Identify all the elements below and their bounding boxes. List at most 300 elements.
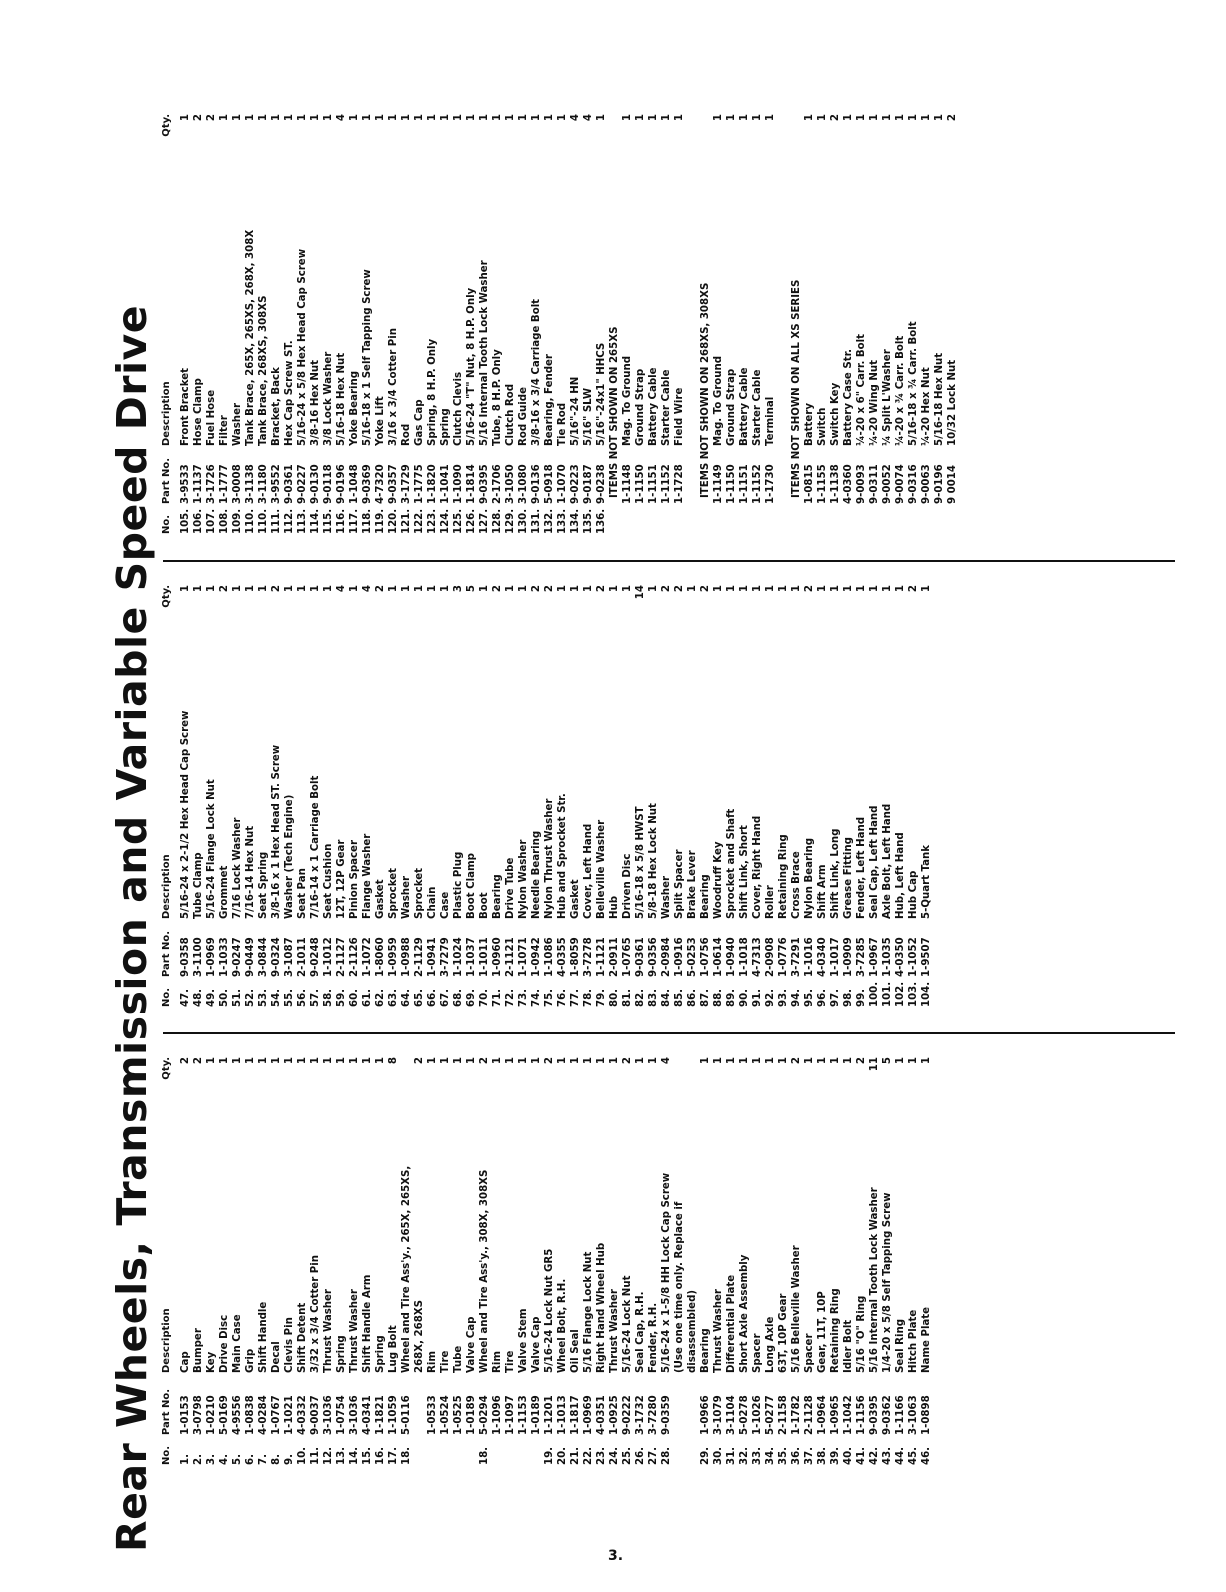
part-quantity: 1: [583, 585, 594, 593]
part-number: 3-1036: [323, 1395, 334, 1435]
part-row: [634, 114, 647, 534]
part-row: [868, 1057, 881, 1465]
part-row: [179, 585, 192, 1007]
part-row: [491, 1057, 504, 1465]
part-number-index: [634, 504, 647, 534]
part-number: 1-1151: [739, 464, 750, 504]
part-number-index: 47.: [180, 988, 191, 1007]
part-number: 3-1138: [245, 464, 256, 504]
part-description: Grease Fitting: [843, 837, 854, 919]
part-row: [530, 585, 543, 1007]
part-quantity: 2: [674, 585, 685, 593]
part-number: 1-0916: [674, 937, 685, 977]
part-description: Thrust Washer: [609, 1289, 620, 1373]
part-row: [738, 1057, 751, 1465]
part-number: 1-1138: [830, 464, 841, 504]
part-description: 3/8 Lock Washer: [323, 351, 334, 446]
part-description: Roller: [765, 885, 776, 919]
header-desc: Description: [161, 1308, 172, 1373]
part-description: Shift Handle: [258, 1301, 269, 1373]
part-number-index: 18.: [479, 1446, 490, 1465]
part-description: 5/16-18 Hex Nut: [336, 352, 347, 446]
part-row: [517, 585, 530, 1007]
part-description: Tube: [453, 1345, 464, 1373]
part-description: Key: [206, 1351, 217, 1373]
part-number-index: [855, 504, 868, 534]
part-quantity: 2: [908, 585, 919, 593]
part-row: [439, 114, 452, 534]
part-row: [881, 1057, 894, 1465]
part-description: Hex Cap Screw ST.: [284, 340, 295, 446]
part-quantity: 1: [180, 585, 191, 593]
part-description: Seat Spring: [258, 851, 269, 919]
part-description: 5/16"-24x1" HHCS: [596, 342, 607, 446]
part-row: [257, 114, 270, 534]
part-number: 1-0189: [531, 1395, 542, 1435]
part-number: 1-0942: [531, 937, 542, 977]
part-description: Sprocket: [414, 868, 425, 919]
part-number-index: 79.: [596, 988, 607, 1007]
part-number: 1-1024: [453, 937, 464, 977]
part-quantity: 1: [414, 114, 425, 122]
part-row: [816, 1057, 829, 1465]
part-description: 63T, 10P Gear: [778, 1293, 789, 1373]
part-row: [361, 585, 374, 1007]
part-number: 1-0776: [778, 937, 789, 977]
part-description: Chain: [427, 886, 438, 919]
part-row: [192, 585, 205, 1007]
part-number-index: 131.: [531, 508, 542, 534]
part-quantity: 1: [817, 114, 828, 122]
part-number: [413, 1373, 426, 1435]
part-row: [751, 114, 764, 534]
part-number: 9 0014: [947, 465, 958, 504]
part-row: [790, 1057, 803, 1465]
part-row: [595, 1057, 608, 1465]
part-number: 2-1128: [804, 1395, 815, 1435]
part-number: 1-0756: [700, 937, 711, 977]
part-number-index: 121.: [401, 508, 412, 534]
part-number-index: [829, 504, 842, 534]
part-number: 1-0940: [726, 937, 737, 977]
part-number-index: 84.: [661, 988, 672, 1007]
part-description: Shift Arm: [817, 864, 828, 919]
parts-column-2: [160, 585, 933, 1007]
part-row: [660, 585, 673, 1007]
part-number: 4-7313: [752, 937, 763, 977]
part-number: 1-1121: [596, 937, 607, 977]
part-number: 1-1817: [570, 1395, 581, 1435]
part-description: Fuel Hose: [206, 389, 217, 446]
part-number-index: 100.: [869, 981, 880, 1007]
part-number-index: 76.: [557, 988, 568, 1007]
part-row: [777, 1057, 790, 1465]
part-number-index: 90.: [739, 988, 750, 1007]
part-description: 3/16 x 3/4 Cotter Pin: [388, 327, 399, 446]
part-number-index: 61.: [362, 988, 373, 1007]
part-description: Hub, Left Hand: [895, 832, 906, 919]
part-row: [751, 585, 764, 1007]
part-number: 5-0253: [687, 937, 698, 977]
part-quantity: 1: [323, 585, 334, 593]
part-number-index: 111.: [271, 508, 282, 534]
part-description: Belleville Washer: [596, 819, 607, 919]
part-row: [192, 114, 205, 534]
part-number-index: 44.: [895, 1446, 906, 1465]
part-number: 3-7291: [791, 937, 802, 977]
part-row: [790, 585, 803, 1007]
part-number-index: 120.: [388, 508, 399, 534]
part-number: 5-0278: [739, 1395, 750, 1435]
part-row: [582, 585, 595, 1007]
part-number: 1-0525: [453, 1395, 464, 1435]
part-row: [452, 114, 465, 534]
part-description: 7/16-14 x 1 Carriage Bolt: [310, 775, 321, 919]
part-number: 3-0008: [232, 464, 243, 504]
part-number: 2-1129: [414, 937, 425, 977]
part-description: Main Case: [232, 1314, 243, 1373]
column-header: [160, 585, 173, 1007]
part-number-index: 96.: [817, 988, 828, 1007]
part-number: [673, 1373, 686, 1435]
part-number: 1-1150: [726, 464, 737, 504]
part-quantity: 1: [453, 1057, 464, 1065]
part-quantity: 1: [557, 114, 568, 122]
part-row: [842, 114, 855, 534]
part-row: [543, 1057, 556, 1465]
part-number-index: 1.: [180, 1454, 191, 1465]
part-quantity: 1: [505, 585, 516, 593]
part-row: [569, 114, 582, 534]
part-number-index: 89.: [726, 988, 737, 1007]
part-number-index: 8.: [271, 1454, 282, 1465]
part-number-index: 122.: [414, 508, 425, 534]
part-number: 3-1087: [284, 937, 295, 977]
part-number-index: [504, 1435, 517, 1465]
part-number-index: 36.: [791, 1446, 802, 1465]
part-description: Tank Brace, 265X, 265XS, 268X, 308X: [245, 229, 256, 446]
part-row: [322, 585, 335, 1007]
part-row: [231, 585, 244, 1007]
part-number-index: 80.: [609, 988, 620, 1007]
part-quantity: 11: [869, 1057, 880, 1072]
part-description: Differential Plate: [726, 1274, 737, 1373]
part-row: [361, 114, 374, 534]
part-number-index: 13.: [336, 1446, 347, 1465]
part-number-index: 88.: [713, 988, 724, 1007]
part-number: 9-0362: [882, 1395, 893, 1435]
part-number-index: 103.: [908, 981, 919, 1007]
part-description: Valve Stem: [518, 1308, 529, 1373]
part-number: 1-1782: [791, 1395, 802, 1435]
part-quantity: 1: [245, 1057, 256, 1065]
part-number: 9-0187: [583, 464, 594, 504]
part-number: 9-0369: [362, 464, 373, 504]
part-description: Washer: [401, 876, 412, 919]
part-number-index: [907, 504, 920, 534]
part-description: Tube, 8 H.P. Only: [492, 349, 503, 446]
part-description: Thrust Washer: [323, 1289, 334, 1373]
part-row: [426, 1057, 439, 1465]
part-number-index: 75.: [544, 988, 555, 1007]
part-row: [179, 1057, 192, 1465]
part-quantity: 1: [310, 1057, 321, 1065]
part-number: 1-1777: [219, 464, 230, 504]
part-row: [439, 585, 452, 1007]
part-row: [322, 1057, 335, 1465]
part-row: [738, 114, 751, 534]
part-quantity: 1: [258, 1057, 269, 1065]
part-row: [712, 114, 725, 534]
part-number-index: 86.: [687, 988, 698, 1007]
part-number: [686, 1373, 699, 1435]
part-quantity: 1: [505, 114, 516, 122]
part-description: Spacer: [804, 1333, 815, 1373]
part-row: [816, 585, 829, 1007]
part-quantity: 2: [622, 1057, 633, 1065]
part-description: Wheel and Tire Ass'y., 265X, 265XS,: [401, 1165, 412, 1373]
header-qty: Qty.: [161, 1057, 172, 1080]
part-row: [335, 1057, 348, 1465]
part-quantity: 5: [882, 1057, 893, 1065]
part-quantity: 1: [531, 1057, 542, 1065]
part-number: 9-0223: [570, 464, 581, 504]
part-quantity: 2: [661, 585, 672, 593]
part-number: 1-0838: [245, 1395, 256, 1435]
part-quantity: [686, 1057, 699, 1081]
part-number-index: [686, 1435, 699, 1465]
part-number-index: [816, 504, 829, 534]
part-number: 1-0767: [271, 1395, 282, 1435]
part-row: [712, 1057, 725, 1465]
part-number: 1-1148: [622, 464, 633, 504]
part-number: 3-1729: [401, 464, 412, 504]
part-row: [374, 114, 387, 534]
part-quantity: 1: [713, 114, 724, 122]
part-description: Tire: [505, 1350, 516, 1373]
part-row: [257, 1057, 270, 1465]
part-number-index: 102.: [895, 981, 906, 1007]
part-number: 1-1026: [752, 1395, 763, 1435]
part-quantity: 1: [505, 1057, 516, 1065]
part-description: Clutch Rod: [505, 383, 516, 446]
part-quantity: 1: [726, 585, 737, 593]
part-description: Seal Ring: [895, 1318, 906, 1373]
part-number-index: [517, 1435, 530, 1465]
part-number-index: 101.: [882, 981, 893, 1007]
part-quantity: 14: [635, 585, 646, 600]
part-quantity: 1: [466, 1057, 477, 1065]
part-number-index: 107.: [206, 508, 217, 534]
part-quantity: 1: [310, 585, 321, 593]
part-number-index: 50.: [219, 988, 230, 1007]
part-description: Gasket: [570, 879, 581, 919]
part-row: [725, 1057, 738, 1465]
part-number: 1-1775: [414, 464, 425, 504]
part-description: 3/8-16 x 3/4 Carriage Bolt: [531, 298, 542, 446]
part-number-index: 112.: [284, 508, 295, 534]
part-row: [244, 1057, 257, 1465]
part-quantity: 1: [804, 1057, 815, 1065]
part-quantity: 1: [297, 585, 308, 593]
part-quantity: 1: [362, 1057, 373, 1065]
part-number-index: 127.: [479, 508, 490, 534]
part-number-index: 38.: [817, 1446, 828, 1465]
column-header: [160, 114, 173, 534]
part-number: 1-1151: [648, 464, 659, 504]
part-row: [205, 1057, 218, 1465]
part-description: 5/16 Internal Tooth Lock Washer: [869, 1187, 880, 1373]
part-number: 1-8060: [375, 937, 386, 977]
part-row: [582, 1057, 595, 1465]
part-description: Fender, Left Hand: [856, 816, 867, 919]
part-description: 5/16-24 x 1-5/8 HH Lock Cap Screw: [661, 1172, 672, 1373]
part-quantity: 1: [570, 1057, 581, 1065]
part-quantity: 4: [583, 114, 594, 122]
part-number: 1-0967: [869, 937, 880, 977]
part-description: 5/16-24 x 2-1/2 Hex Head Cap Screw: [180, 710, 191, 919]
part-number-index: 16.: [375, 1446, 386, 1465]
part-quantity: 1: [258, 114, 269, 122]
part-number-index: 5.: [232, 1454, 243, 1465]
part-quantity: 2: [271, 585, 282, 593]
part-number: 1-1730: [765, 464, 776, 504]
part-row: [309, 585, 322, 1007]
part-row: [920, 114, 933, 534]
part-row: [218, 1057, 231, 1465]
part-number: 5-0918: [544, 464, 555, 504]
part-number: 1-1152: [752, 464, 763, 504]
header-no: No.: [161, 514, 172, 534]
part-number: 3-1732: [635, 1395, 646, 1435]
part-description: Bearing: [700, 874, 711, 919]
part-number: 1-1728: [674, 464, 685, 504]
part-number: 1-0964: [817, 1395, 828, 1435]
part-description: Seal Cap, Left Hand: [869, 805, 880, 919]
part-description: Wheel and Tire Ass'y., 308X, 308XS: [479, 1169, 490, 1373]
part-number: 1-1166: [895, 1395, 906, 1435]
part-number: 1-1021: [284, 1395, 295, 1435]
part-number: 1-0898: [921, 1395, 932, 1435]
part-quantity: 2: [531, 585, 542, 593]
part-row: [881, 585, 894, 1007]
part-number: 1-0614: [713, 937, 724, 977]
part-row: [855, 114, 868, 534]
part-number-index: 4.: [219, 1454, 230, 1465]
part-row: [855, 1057, 868, 1465]
part-number: 1-0909: [843, 937, 854, 977]
part-quantity: 1: [713, 1057, 724, 1065]
part-row: [543, 585, 556, 1007]
part-quantity: 1: [297, 1057, 308, 1065]
part-quantity: 2: [180, 1057, 191, 1065]
part-row: [803, 114, 816, 534]
part-quantity: 1: [375, 114, 386, 122]
part-row: [374, 585, 387, 1007]
part-number: 9-0356: [648, 937, 659, 977]
part-row: [829, 585, 842, 1007]
part-row: [426, 585, 439, 1007]
part-row: [231, 114, 244, 534]
parts-column-3: [160, 114, 959, 534]
part-row: [803, 585, 816, 1007]
column-header: [160, 1057, 173, 1465]
part-description: Tie Rod: [557, 402, 568, 446]
part-number-index: 39.: [830, 1446, 841, 1465]
part-row: [231, 1057, 244, 1465]
part-description: Hub: [609, 895, 620, 919]
part-description: Cover, Right Hand: [752, 815, 763, 919]
part-row: [673, 114, 686, 534]
part-description: ¼-20 x ¾ Carr. Bolt: [895, 335, 906, 446]
part-number-index: [725, 504, 738, 534]
part-row: [764, 1057, 777, 1465]
part-description: 5/16-24 Flange Lock Nut: [206, 779, 217, 919]
part-quantity: 1: [895, 585, 906, 593]
part-row: [387, 585, 400, 1007]
part-number-index: 68.: [453, 988, 464, 1007]
part-row: [504, 1057, 517, 1465]
part-quantity: 1: [206, 1057, 217, 1065]
part-number-index: 134.: [570, 508, 581, 534]
part-quantity: 1: [648, 114, 659, 122]
part-quantity: 2: [544, 585, 555, 593]
part-row: [387, 114, 400, 534]
part-number-index: [413, 1435, 426, 1465]
part-description: Grommet: [219, 865, 230, 919]
part-number: 1-1052: [908, 937, 919, 977]
part-row: [530, 1057, 543, 1465]
part-description: Thrust Washer: [713, 1289, 724, 1373]
part-quantity: 1: [232, 114, 243, 122]
section-heading: ITEMS NOT SHOWN ON ALL XS SERIES: [791, 279, 802, 498]
part-row: [374, 1057, 387, 1465]
part-quantity: 1: [245, 585, 256, 593]
part-description: Clutch Clevis: [453, 371, 464, 446]
part-number-index: 70.: [479, 988, 490, 1007]
part-number: 3-1079: [713, 1395, 724, 1435]
part-row: [452, 585, 465, 1007]
part-row: [283, 114, 296, 534]
part-quantity: 5: [466, 585, 477, 593]
part-row: [205, 585, 218, 1007]
part-number-index: [673, 504, 686, 534]
part-quantity: 1: [323, 114, 334, 122]
part-description: Spring: [336, 1335, 347, 1373]
part-quantity: 1: [778, 585, 789, 593]
part-number-index: 27.: [648, 1446, 659, 1465]
page-number: 3.: [608, 1548, 624, 1564]
part-number: 9-0093: [856, 464, 867, 504]
part-number-index: 64.: [401, 988, 412, 1007]
part-number-index: 63.: [388, 988, 399, 1007]
part-number: 1-1096: [492, 1395, 503, 1435]
part-description: 7/16-14 Hex Nut: [245, 825, 256, 919]
part-number: 1-0966: [700, 1395, 711, 1435]
part-number-index: 85.: [674, 988, 685, 1007]
part-number-index: 14.: [349, 1446, 360, 1465]
part-number: 1-0189: [466, 1395, 477, 1435]
part-description: Fender, R.H.: [648, 1302, 659, 1373]
part-quantity: 1: [778, 1057, 789, 1065]
part-row: [660, 1057, 673, 1465]
part-quantity: 1: [258, 585, 269, 593]
part-description: Hub Cap: [908, 870, 919, 919]
part-description: Battery Case Str.: [843, 348, 854, 446]
part-row: [725, 114, 738, 534]
part-number: 3-0798: [193, 1395, 204, 1435]
part-description: Seat Pan: [297, 868, 308, 919]
